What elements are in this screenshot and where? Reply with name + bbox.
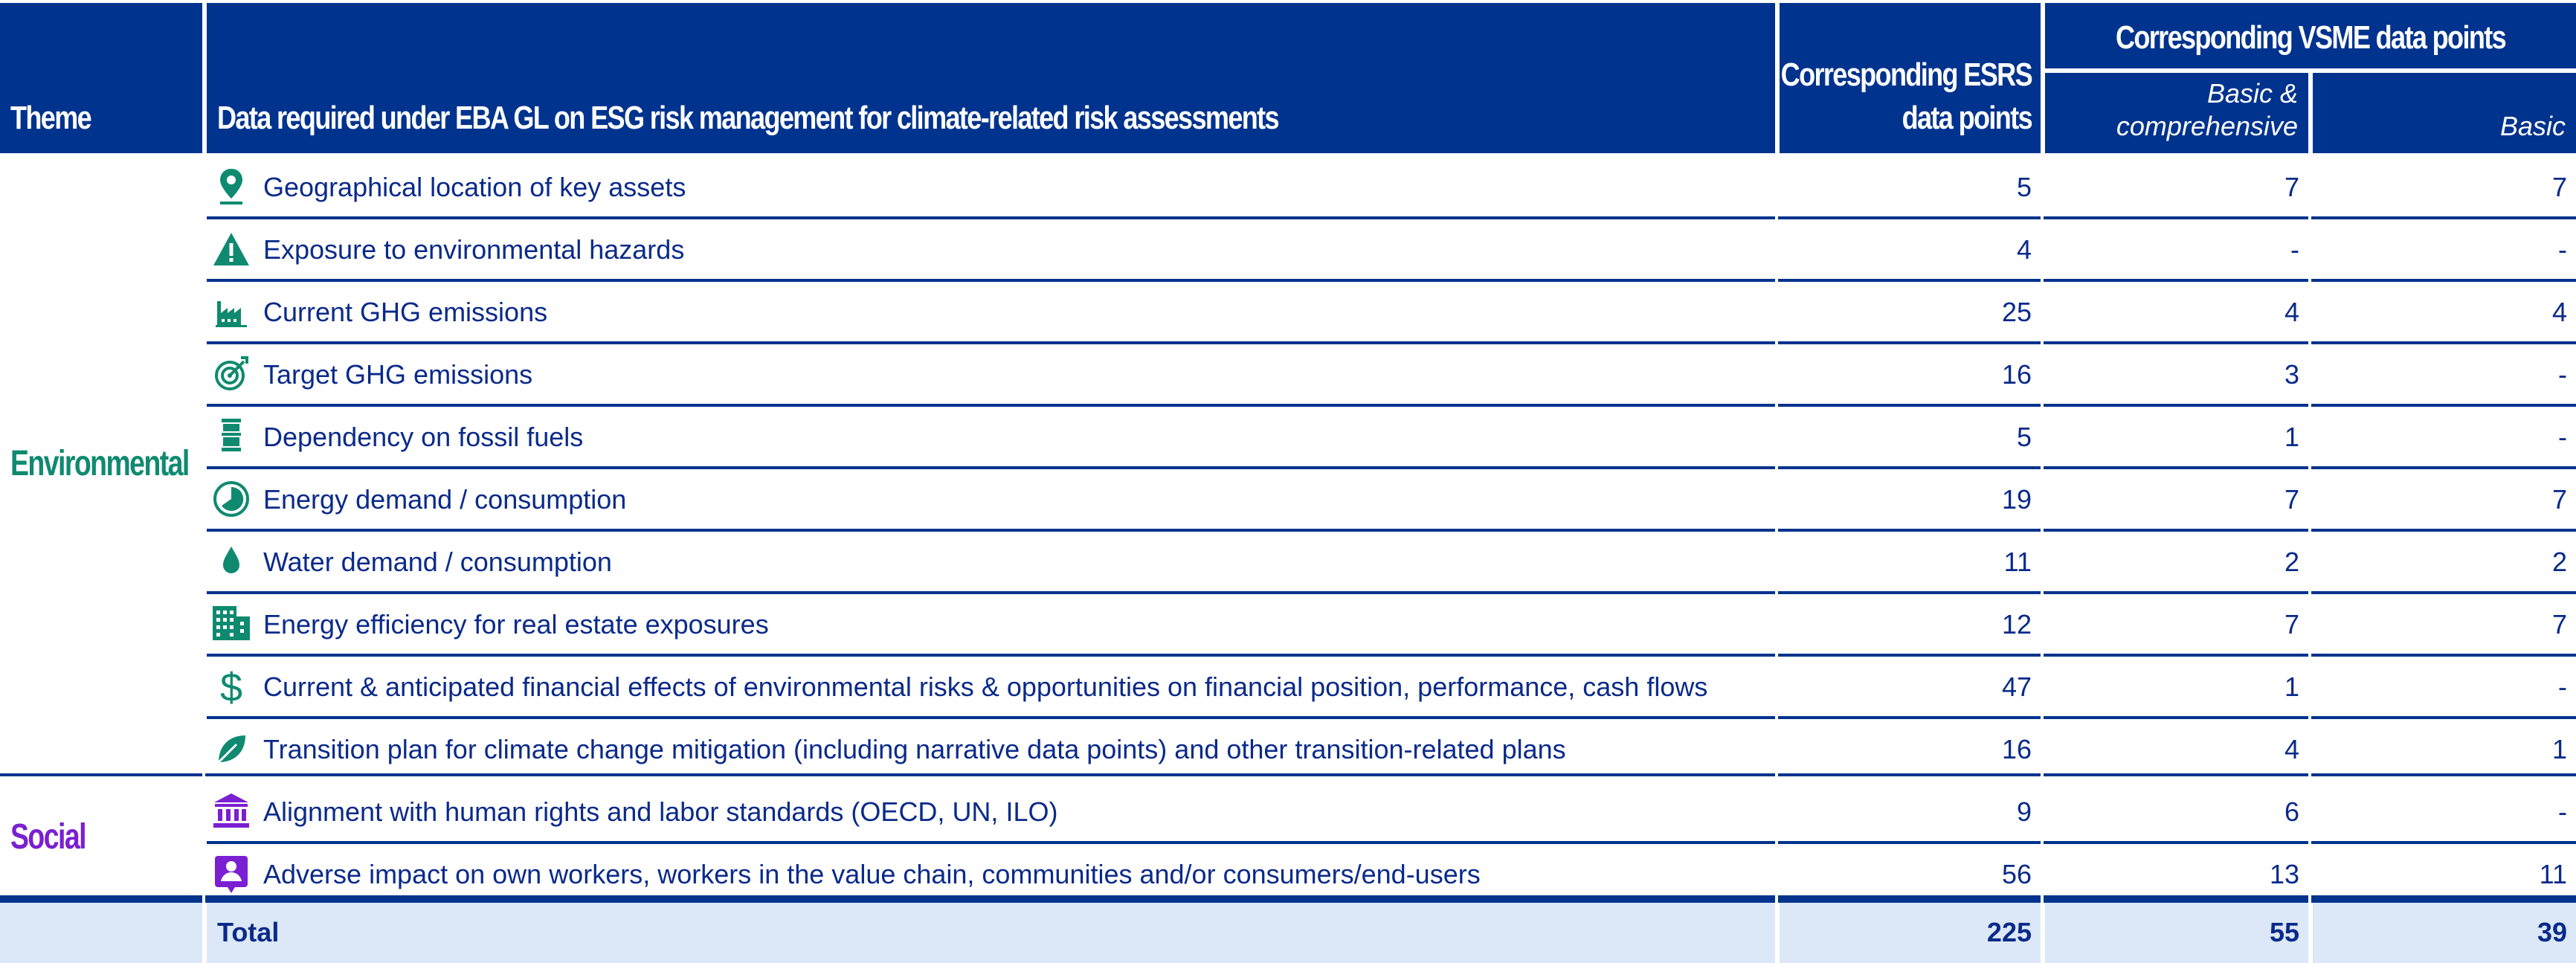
row-esrs-value: 12 bbox=[2001, 609, 2032, 640]
row-vsme-basic-value: 2 bbox=[2551, 547, 2567, 577]
row-label: Current GHG emissions bbox=[263, 297, 548, 327]
table-row bbox=[207, 219, 2576, 282]
row-vsme-basic-value: 11 bbox=[2539, 859, 2567, 889]
column-divider bbox=[2308, 156, 2311, 963]
row-label: Energy demand / consumption bbox=[263, 484, 627, 515]
row-vsme-basic-value-cell bbox=[2313, 344, 2576, 404]
total-esrs: 225 bbox=[1986, 917, 2032, 947]
header-theme-label: Theme bbox=[10, 100, 91, 136]
row-esrs-value: 5 bbox=[2016, 172, 2032, 202]
row-vsme-basic-value: 4 bbox=[2551, 297, 2567, 327]
row-vsme-basic-value: - bbox=[2558, 234, 2567, 265]
total-bc-cell bbox=[2045, 903, 2308, 963]
row-esrs-value-cell bbox=[1780, 719, 2041, 779]
total-separator bbox=[0, 895, 2576, 903]
row-esrs-value: 47 bbox=[2001, 671, 2032, 702]
table-row bbox=[207, 157, 2576, 219]
row-vsme-bc-value: 2 bbox=[2284, 547, 2299, 577]
row-vsme-basic-value: 7 bbox=[2551, 172, 2567, 202]
table-row bbox=[207, 407, 2576, 469]
row-label: Dependency on fossil fuels bbox=[263, 422, 584, 452]
row-vsme-bc-value-cell bbox=[2045, 532, 2308, 591]
table-row bbox=[207, 344, 2576, 407]
header-theme bbox=[0, 3, 202, 153]
header-basic-comprehensive-label: Basic & comprehensive bbox=[2116, 78, 2298, 141]
row-esrs-value-cell bbox=[1780, 844, 2041, 904]
row-vsme-bc-value-cell bbox=[2045, 157, 2308, 216]
row-vsme-bc-value-cell bbox=[2045, 657, 2308, 716]
location-pin-icon bbox=[211, 166, 251, 207]
table-row bbox=[207, 282, 2576, 344]
header-basic-comprehensive bbox=[2045, 73, 2308, 153]
social-separator bbox=[0, 773, 2576, 776]
row-label: Exposure to environmental hazards bbox=[263, 234, 685, 265]
row-esrs-value-cell bbox=[1780, 469, 2041, 529]
row-vsme-basic-value-cell bbox=[2313, 844, 2576, 904]
svg-text:$: $ bbox=[219, 666, 243, 707]
header-esrs bbox=[1780, 3, 2041, 153]
header-basic-label: Basic bbox=[2499, 111, 2566, 141]
row-vsme-bc-value-cell bbox=[2045, 282, 2308, 341]
factory-icon bbox=[211, 291, 251, 332]
row-vsme-basic-value: 1 bbox=[2551, 734, 2567, 764]
row-vsme-basic-value-cell bbox=[2313, 782, 2576, 841]
row-vsme-basic-value-cell bbox=[2313, 719, 2576, 779]
row-vsme-bc-value: - bbox=[2290, 234, 2299, 265]
table-row bbox=[207, 532, 2576, 594]
row-label: Transition plan for climate change mitigation (including narrative data points) and other transition-related plans bbox=[263, 734, 1566, 764]
table-row bbox=[207, 782, 2576, 844]
row-vsme-bc-value: 7 bbox=[2284, 172, 2299, 202]
row-esrs-value-cell bbox=[1780, 407, 2041, 466]
header-data-required-label: Data required under EBA GL on ESG risk management for climate-related risk assessments bbox=[217, 100, 1278, 136]
row-vsme-basic-value: - bbox=[2558, 671, 2567, 702]
row-vsme-basic-value-cell bbox=[2313, 219, 2576, 279]
row-esrs-value: 56 bbox=[2001, 859, 2032, 889]
row-esrs-value: 16 bbox=[2001, 734, 2032, 764]
leaf-icon bbox=[211, 728, 251, 770]
row-vsme-basic-value-cell bbox=[2313, 407, 2576, 466]
total-label-cell bbox=[207, 903, 1775, 963]
row-label: Target GHG emissions bbox=[263, 359, 533, 390]
water-drop-icon bbox=[211, 541, 251, 582]
target-icon bbox=[211, 353, 251, 395]
row-vsme-bc-value-cell bbox=[2045, 782, 2308, 841]
row-vsme-basic-value: 7 bbox=[2551, 484, 2567, 515]
total-label: Total bbox=[217, 917, 280, 947]
institution-icon bbox=[211, 790, 251, 832]
row-vsme-basic-value-cell bbox=[2313, 157, 2576, 216]
theme-environmental: Environmental bbox=[10, 444, 189, 483]
total-theme-cell bbox=[0, 903, 202, 963]
header-vsme bbox=[2045, 3, 2576, 68]
row-vsme-basic-value: - bbox=[2558, 422, 2567, 452]
row-label: Water demand / consumption bbox=[263, 547, 612, 577]
oil-barrel-icon bbox=[211, 416, 251, 457]
table-row bbox=[207, 719, 2576, 779]
total-esrs-cell bbox=[1780, 903, 2041, 963]
row-vsme-bc-value: 13 bbox=[2269, 859, 2299, 889]
total-vsme-bc: 55 bbox=[2269, 917, 2299, 947]
row-esrs-value: 25 bbox=[2001, 297, 2032, 327]
total-vsme-basic: 39 bbox=[2537, 917, 2567, 947]
header-data-required bbox=[207, 3, 1775, 153]
row-vsme-basic-value: - bbox=[2558, 796, 2567, 827]
row-label: Current & anticipated financial effects of environmental risks & opportunities on financial position, performance, cash flows bbox=[263, 671, 1708, 702]
table-row bbox=[207, 844, 2576, 904]
table-row bbox=[207, 657, 2576, 719]
total-basic-cell bbox=[2313, 903, 2576, 963]
row-label: Adverse impact on own workers, workers in the value chain, communities and/or consumers/end-users bbox=[263, 859, 1481, 889]
row-vsme-basic-value-cell bbox=[2313, 657, 2576, 716]
column-divider bbox=[2041, 156, 2044, 963]
row-vsme-bc-value-cell bbox=[2045, 719, 2308, 779]
row-esrs-value-cell bbox=[1780, 157, 2041, 216]
row-label: Geographical location of key assets bbox=[263, 172, 686, 202]
row-vsme-basic-value-cell bbox=[2313, 469, 2576, 529]
row-esrs-value-cell bbox=[1780, 219, 2041, 279]
row-esrs-value: 11 bbox=[2003, 547, 2032, 577]
row-vsme-basic-value-cell bbox=[2313, 594, 2576, 654]
row-vsme-basic-value-cell bbox=[2313, 282, 2576, 341]
header-vsme-label: Corresponding VSME data points bbox=[2115, 19, 2506, 56]
row-vsme-bc-value: 4 bbox=[2284, 734, 2299, 764]
row-vsme-bc-value: 7 bbox=[2284, 609, 2299, 640]
row-esrs-value: 16 bbox=[2001, 359, 2032, 390]
row-vsme-basic-value-cell bbox=[2313, 532, 2576, 591]
row-vsme-bc-value-cell bbox=[2045, 407, 2308, 466]
theme-social: Social bbox=[10, 817, 86, 857]
row-esrs-value-cell bbox=[1780, 594, 2041, 654]
column-divider bbox=[1775, 156, 1778, 963]
row-vsme-bc-value: 1 bbox=[2284, 671, 2299, 702]
column-divider bbox=[202, 156, 205, 963]
row-esrs-value-cell bbox=[1780, 282, 2041, 341]
row-esrs-value: 19 bbox=[2001, 484, 2032, 515]
header-basic bbox=[2313, 73, 2576, 153]
row-vsme-bc-value: 1 bbox=[2284, 422, 2299, 452]
row-esrs-value: 5 bbox=[2016, 422, 2032, 452]
gauge-icon bbox=[211, 478, 251, 520]
row-label: Energy efficiency for real estate exposures bbox=[263, 609, 769, 640]
row-vsme-bc-value: 4 bbox=[2284, 297, 2299, 327]
row-vsme-bc-value-cell bbox=[2045, 594, 2308, 654]
row-vsme-basic-value: 7 bbox=[2551, 609, 2567, 640]
table-row bbox=[207, 594, 2576, 657]
row-label: Alignment with human rights and labor standards (OECD, UN, ILO) bbox=[263, 796, 1058, 827]
row-vsme-bc-value: 3 bbox=[2284, 359, 2299, 390]
row-vsme-basic-value: - bbox=[2558, 359, 2567, 390]
row-esrs-value: 4 bbox=[2016, 234, 2032, 265]
warning-triangle-icon bbox=[211, 228, 251, 270]
row-esrs-value: 9 bbox=[2016, 796, 2032, 827]
row-vsme-bc-value-cell bbox=[2045, 469, 2308, 529]
dollar-icon bbox=[211, 666, 251, 707]
row-vsme-bc-value-cell bbox=[2045, 219, 2308, 279]
row-vsme-bc-value-cell bbox=[2045, 844, 2308, 904]
row-vsme-bc-value-cell bbox=[2045, 344, 2308, 404]
table-row bbox=[207, 469, 2576, 532]
building-icon bbox=[211, 603, 251, 645]
worker-badge-icon bbox=[211, 853, 251, 895]
header-esrs-label: Corresponding ESRS data points bbox=[1780, 57, 2032, 136]
row-esrs-value-cell bbox=[1780, 532, 2041, 591]
row-esrs-value-cell bbox=[1780, 782, 2041, 841]
row-vsme-bc-value: 6 bbox=[2284, 796, 2299, 827]
row-esrs-value-cell bbox=[1780, 344, 2041, 404]
row-esrs-value-cell bbox=[1780, 657, 2041, 716]
row-vsme-bc-value: 7 bbox=[2284, 484, 2299, 515]
